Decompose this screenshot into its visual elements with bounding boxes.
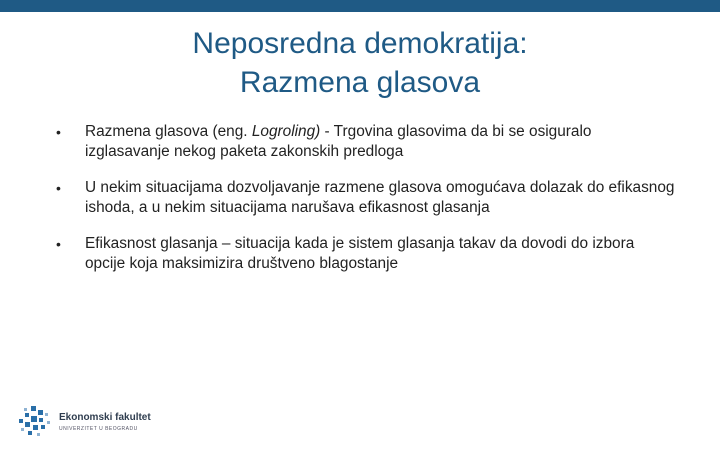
bullet-text: [85, 123, 591, 160]
bullet-text: Efikasnost glasanja – situacija kada je sistem glasanja takav da dovodi do izbora opcije koja maksimizira društveno blagostanje: [85, 235, 635, 272]
bullet-marker: •: [56, 180, 61, 196]
slide-title-line-1: Neposredna demokratija:: [192, 27, 528, 60]
bullet-item: [56, 234, 676, 274]
bullet-marker: •: [56, 236, 61, 252]
slide-title-line-2: Razmena glasova: [239, 66, 481, 99]
bullet-text-part: - Trgovina glasovima da bi se osiguralo izglasavanje nekog paketa zakonskih predloga: [85, 123, 592, 160]
bullet-item: [56, 122, 676, 162]
top-accent-bar: [0, 0, 720, 12]
bullet-list: [56, 122, 676, 290]
bullet-text: U nekim situacijama dozvoljavanje razmene glasova omogućava dolazak do efikasnog ishoda, a u nekim situacijama narušava efikasnost glasanja: [85, 179, 675, 216]
bullet-marker: •: [56, 124, 61, 140]
slide-title: [0, 24, 720, 102]
faculty-logo: [16, 404, 186, 438]
logo-subtitle: UNIVERZITET U BEOGRADU: [59, 426, 138, 432]
bullet-text-part: Razmena glasova (eng.: [85, 123, 252, 140]
bullet-item: [56, 178, 676, 218]
logo-name: Ekonomski fakultet: [59, 412, 151, 423]
dot-cluster-logo-icon: [16, 404, 56, 438]
bullet-text-emphasis: Logroling): [251, 123, 321, 140]
